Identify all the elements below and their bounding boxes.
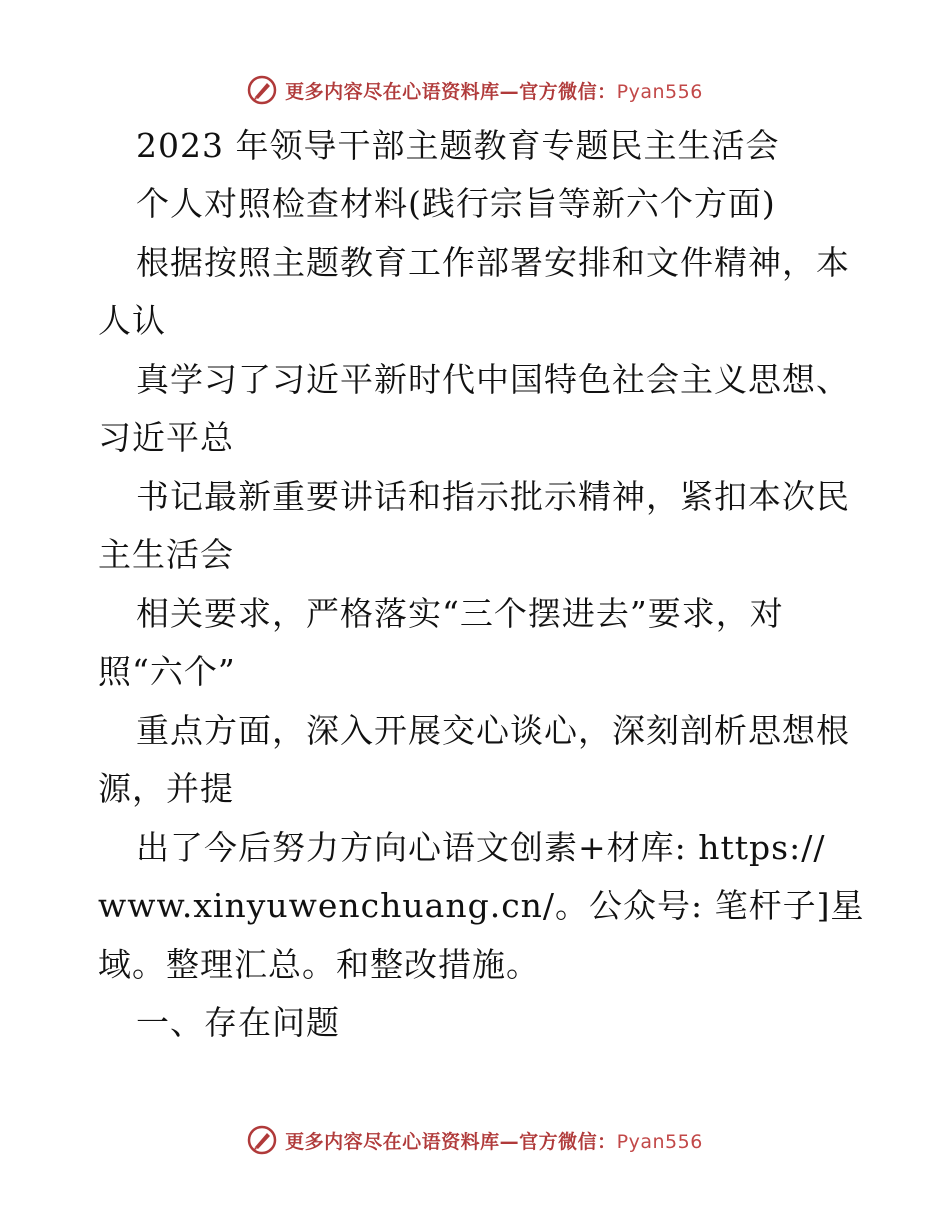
- doc-text-line: www.xinyuwenchuang.cn/。公众号: 笔杆子]星: [98, 886, 865, 925]
- doc-text-line: 源，并提: [98, 769, 234, 808]
- doc-text-line: 主生活会: [98, 535, 234, 574]
- doc-text-line: 照“六个”: [98, 652, 236, 691]
- watermark-handle: Pyan556: [616, 1130, 703, 1153]
- doc-text-line: 根据按照主题教育工作部署安排和文件精神，本: [136, 243, 850, 282]
- section-heading: 一、存在问题: [136, 1003, 340, 1042]
- doc-text-line: 人认: [98, 301, 166, 340]
- watermark-text: 更多内容尽在心语资料库—官方微信：Pyan556: [285, 1130, 703, 1153]
- footer-watermark: [0, 1122, 950, 1158]
- doc-text-line: 域。整理汇总。和整改措施。: [98, 945, 540, 984]
- pen-logo-icon: [247, 1125, 277, 1155]
- watermark-text: 更多内容尽在心语资料库—官方微信：Pyan556: [285, 80, 703, 103]
- doc-text-line: 真学习了习近平新时代中国特色社会主义思想、: [136, 360, 850, 399]
- doc-text-line: 书记最新重要讲话和指示批示精神，紧扣本次民: [136, 477, 850, 516]
- header-watermark: [0, 72, 950, 108]
- pen-logo-icon: [247, 75, 277, 105]
- doc-title-line-1: 2023 年领导干部主题教育专题民主生活会: [136, 126, 780, 165]
- doc-text-line: 习近平总: [98, 418, 234, 457]
- doc-text-line: 重点方面，深入开展交心谈心，深刻剖析思想根: [136, 711, 850, 750]
- doc-text-line: 出了今后努力方向心语文创素+材库: https://: [136, 828, 826, 867]
- doc-text-line: 相关要求，严格落实“三个摆进去”要求，对: [136, 594, 784, 633]
- doc-title-line-2: 个人对照检查材料(践行宗旨等新六个方面): [136, 184, 776, 223]
- watermark-handle: Pyan556: [616, 80, 703, 103]
